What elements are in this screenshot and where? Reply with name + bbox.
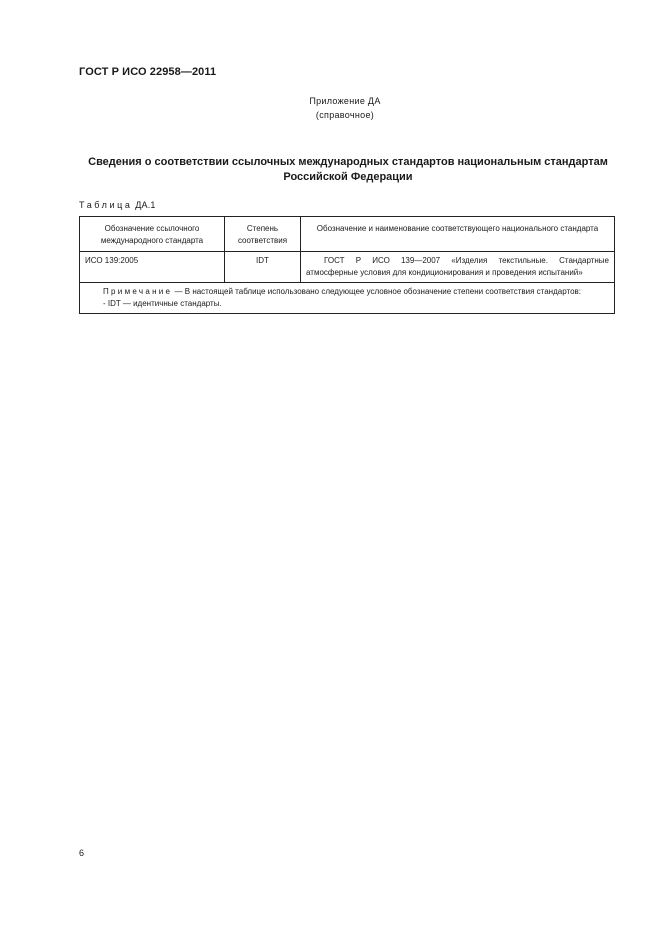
document-code: ГОСТ Р ИСО 22958—2011: [79, 66, 217, 78]
cell-intl-standard: ИСО 139:2005: [80, 252, 225, 283]
table-note-cell: [80, 283, 615, 314]
column-header-degree: Степень соответствия: [225, 217, 301, 252]
table-caption-word: Таблица: [79, 200, 133, 210]
appendix-title: Приложение ДА: [309, 96, 381, 106]
section-heading-line-1: Сведения о соответствии ссылочных международных стандартов национальным стандартам: [88, 156, 608, 168]
appendix-kind: (справочное): [315, 110, 375, 120]
note-label: Примечание: [103, 287, 173, 296]
cell-national-standard: ГОСТ Р ИСО 139—2007 «Изделия текстильные. Стандартные атмосферные условия для кондиционирования и проведения испытаний»: [301, 252, 615, 283]
page-number: 6: [79, 848, 85, 858]
note-item: - IDT — идентичные стандарты.: [103, 299, 222, 308]
table-header-row: [80, 217, 615, 252]
column-header-intl-standard: Обозначение ссылочного международного стандарта: [80, 217, 225, 252]
note-text: — В настоящей таблице использовано следующее условное обозначение степени соответствия стандартов:: [172, 287, 581, 296]
table-caption-number: ДА.1: [135, 200, 156, 210]
section-heading-line-2: Российской Федерации: [283, 171, 413, 183]
cell-degree: IDT: [225, 252, 301, 283]
table-note-row: [80, 283, 615, 314]
correspondence-table: [79, 216, 615, 314]
appendix-block: [0, 94, 661, 122]
section-heading: [72, 155, 624, 185]
table-row: [80, 252, 615, 283]
table-note: [85, 286, 609, 298]
column-header-national-standard: Обозначение и наименование соответствующего национального стандарта: [301, 217, 615, 252]
table-caption: [79, 200, 156, 210]
